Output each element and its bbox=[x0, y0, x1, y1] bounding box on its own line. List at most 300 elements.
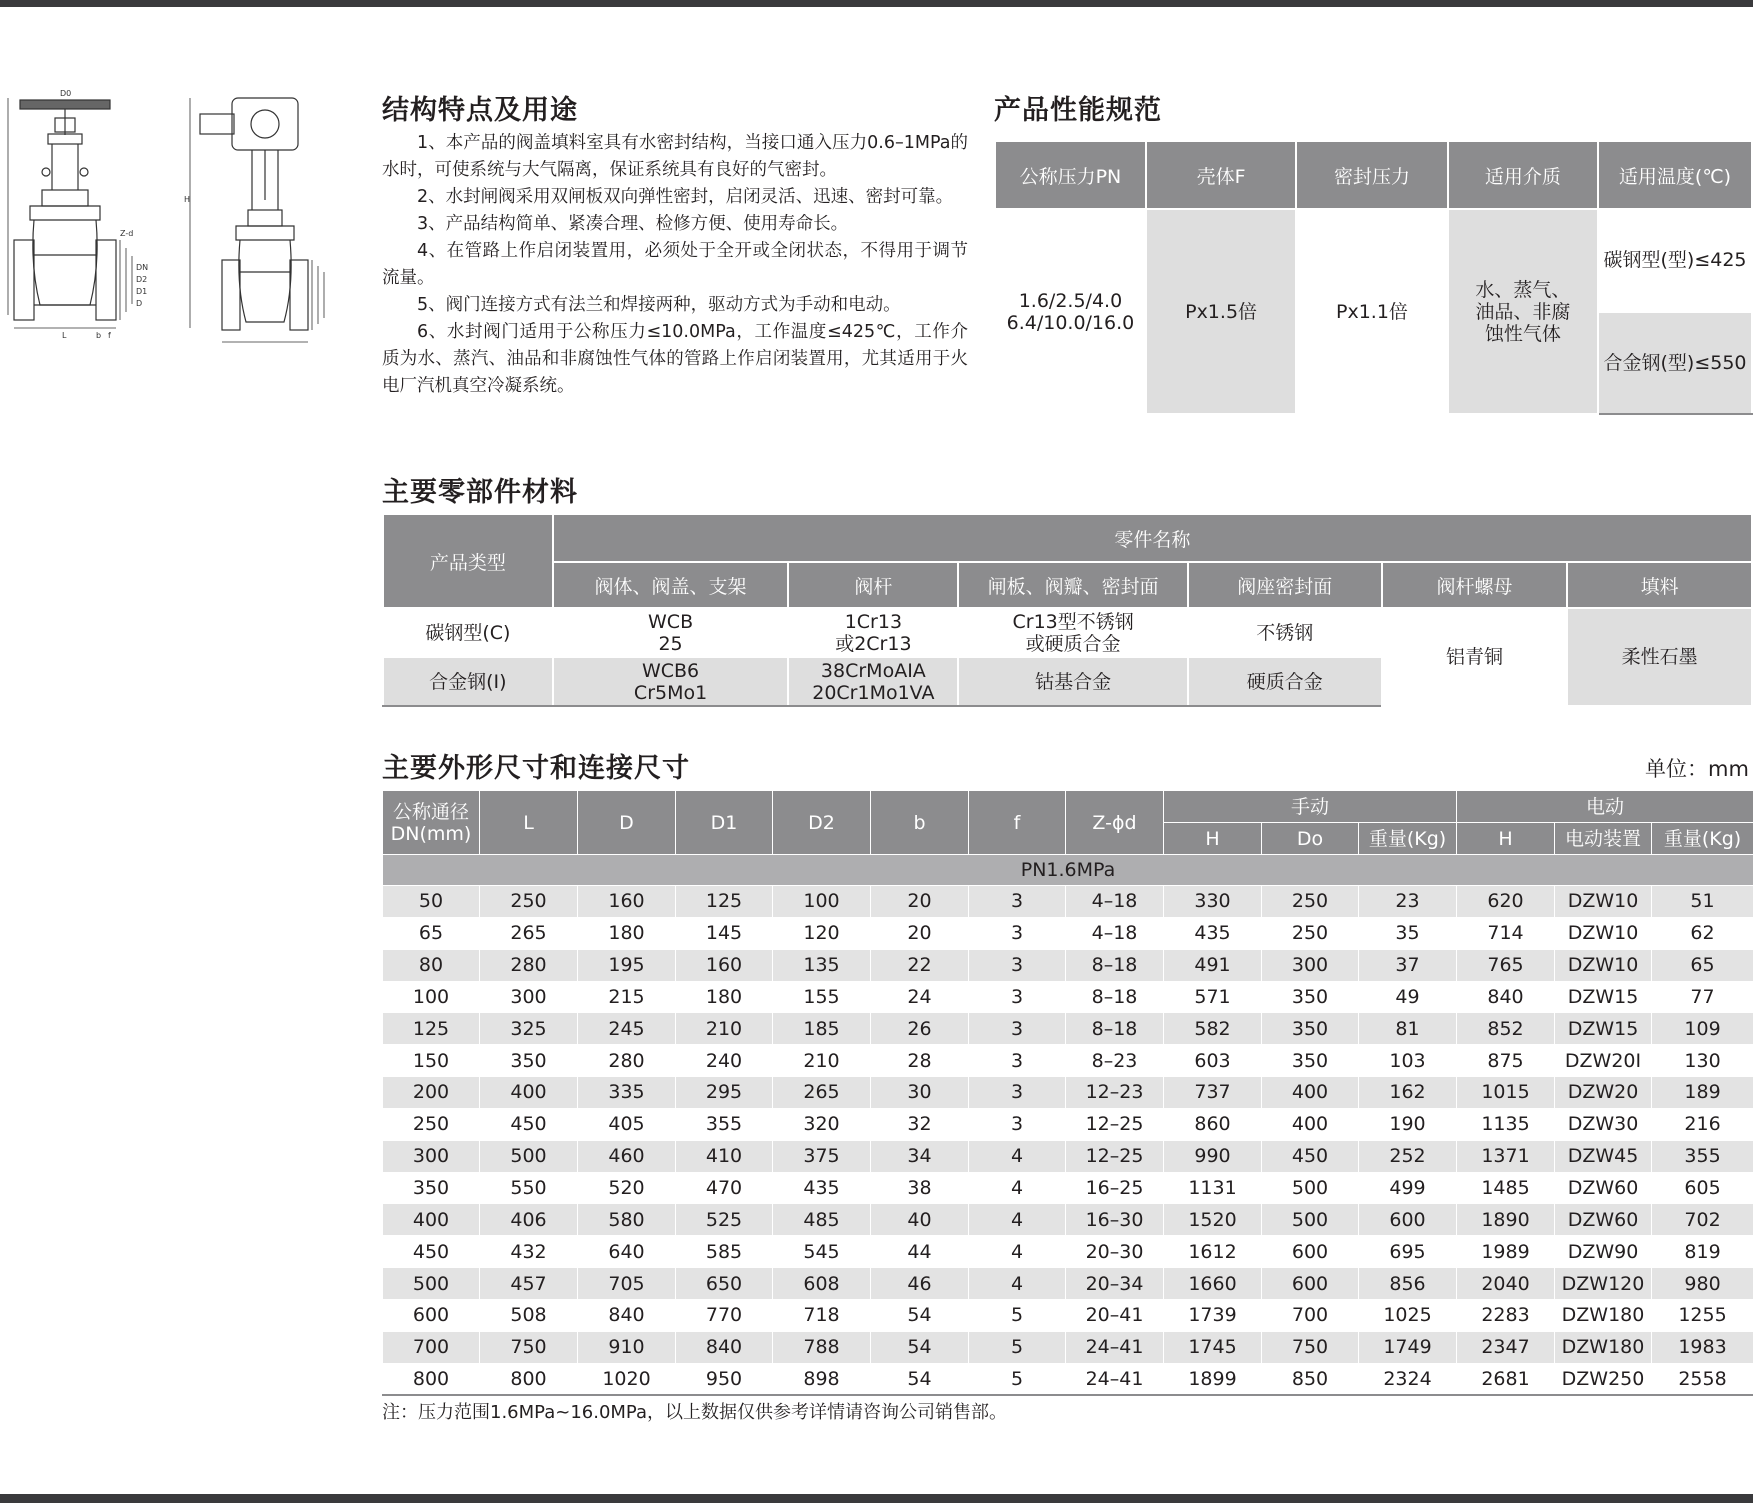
table-cell: 450 bbox=[1262, 1140, 1359, 1172]
materials-disc-carbon bbox=[958, 608, 1188, 657]
table-cell: 750 bbox=[1262, 1331, 1359, 1363]
table-row bbox=[383, 1299, 1753, 1331]
drawing-label-l: L bbox=[62, 331, 67, 340]
table-cell: 300 bbox=[480, 981, 578, 1013]
table-cell: 600 bbox=[1262, 1268, 1359, 1300]
table-cell: 400 bbox=[480, 1077, 578, 1109]
drawing-label-d0: D0 bbox=[60, 90, 72, 98]
features-title: 结构特点及用途 bbox=[382, 95, 578, 126]
table-cell: 1749 bbox=[1359, 1331, 1457, 1363]
table-cell: 65 bbox=[1652, 949, 1753, 981]
table-cell: 600 bbox=[1359, 1204, 1457, 1236]
table-cell: 714 bbox=[1457, 917, 1555, 949]
drawing-label-h: H bbox=[184, 195, 191, 204]
table-cell: 2347 bbox=[1457, 1331, 1555, 1363]
table-cell: 500 bbox=[383, 1268, 480, 1300]
materials-header-row bbox=[383, 514, 1752, 562]
table-cell: 30 bbox=[871, 1077, 969, 1109]
table-cell: 450 bbox=[383, 1236, 480, 1268]
table-cell: 375 bbox=[773, 1140, 871, 1172]
table-cell: 4 bbox=[969, 1172, 1066, 1204]
materials-text-line: WCB6 bbox=[641, 659, 700, 682]
table-cell: 3 bbox=[969, 981, 1066, 1013]
table-row bbox=[383, 1108, 1753, 1140]
table-cell: 81 bbox=[1359, 1013, 1457, 1045]
table-cell: 410 bbox=[676, 1140, 773, 1172]
table-cell: 5 bbox=[969, 1331, 1066, 1363]
table-cell: DZW10 bbox=[1555, 917, 1652, 949]
materials-text-line: WCB bbox=[648, 610, 694, 633]
materials-subheader-row bbox=[383, 562, 1752, 608]
table-cell: 195 bbox=[578, 949, 676, 981]
table-cell: 1899 bbox=[1164, 1363, 1262, 1395]
electric-valve-drawing bbox=[190, 98, 324, 342]
table-cell: 860 bbox=[1164, 1108, 1262, 1140]
table-cell: DZW180 bbox=[1555, 1331, 1652, 1363]
table-row bbox=[383, 1140, 1753, 1172]
table-cell: 980 bbox=[1652, 1268, 1753, 1300]
table-cell: 435 bbox=[773, 1172, 871, 1204]
materials-title: 主要零部件材料 bbox=[382, 477, 578, 508]
table-cell: DZW20I bbox=[1555, 1045, 1652, 1077]
table-cell: 800 bbox=[383, 1363, 480, 1395]
table-cell: 34 bbox=[871, 1140, 969, 1172]
table-cell: 54 bbox=[871, 1331, 969, 1363]
table-cell: 12–23 bbox=[1066, 1077, 1164, 1109]
table-row bbox=[383, 1268, 1753, 1300]
table-cell: 12–25 bbox=[1066, 1140, 1164, 1172]
table-cell: 650 bbox=[676, 1268, 773, 1300]
feature-item: 3、产品结构简单、紧凑合理、检修方便、使用寿命长。 bbox=[417, 214, 849, 234]
table-cell: 24–41 bbox=[1066, 1331, 1164, 1363]
feature-item: 1、本产品的阀盖填料室具有水密封结构，当接口通入压力0.6–1MPa的水时，可使系统与大气隔离，保证系统具有良好的气密封。 bbox=[382, 133, 968, 180]
table-cell: 280 bbox=[578, 1045, 676, 1077]
table-cell: 295 bbox=[676, 1077, 773, 1109]
dimensions-band-row bbox=[383, 855, 1753, 886]
table-cell: 145 bbox=[676, 917, 773, 949]
table-cell: 40 bbox=[871, 1204, 969, 1236]
table-cell: 155 bbox=[773, 981, 871, 1013]
table-cell: 189 bbox=[1652, 1077, 1753, 1109]
dimensions-header-zd: Z-ϕd bbox=[1066, 791, 1164, 855]
drawing-label-d: D bbox=[136, 299, 143, 308]
table-cell: 350 bbox=[1262, 981, 1359, 1013]
table-cell: 819 bbox=[1652, 1236, 1753, 1268]
table-cell: 190 bbox=[1359, 1108, 1457, 1140]
materials-header-packing: 填料 bbox=[1567, 562, 1752, 608]
spec-medium-line: 油品、非腐 bbox=[1475, 300, 1571, 323]
spec-header-row bbox=[995, 141, 1752, 209]
dimensions-header-l: L bbox=[480, 791, 578, 855]
dimensions-header-d1: D1 bbox=[676, 791, 773, 855]
materials-header-nut: 阀杆螺母 bbox=[1382, 562, 1568, 608]
materials-nut-cell: 铝青铜 bbox=[1382, 608, 1568, 706]
table-cell: 2324 bbox=[1359, 1363, 1457, 1395]
table-cell: 702 bbox=[1652, 1204, 1753, 1236]
table-cell: 5 bbox=[969, 1299, 1066, 1331]
table-cell: 185 bbox=[773, 1013, 871, 1045]
table-cell: 1520 bbox=[1164, 1204, 1262, 1236]
table-cell: 180 bbox=[578, 917, 676, 949]
table-cell: 135 bbox=[773, 949, 871, 981]
table-cell: 300 bbox=[383, 1140, 480, 1172]
table-cell: 24 bbox=[871, 981, 969, 1013]
table-cell: 200 bbox=[383, 1077, 480, 1109]
table-cell: 4–18 bbox=[1066, 886, 1164, 918]
drawing-label-zd: Z-d bbox=[120, 229, 134, 238]
table-cell: 24–41 bbox=[1066, 1363, 1164, 1395]
table-cell: 1025 bbox=[1359, 1299, 1457, 1331]
materials-text-line: 或2Cr13 bbox=[835, 632, 912, 655]
table-cell: 54 bbox=[871, 1363, 969, 1395]
table-cell: 20 bbox=[871, 886, 969, 918]
dimensions-dn-line: 公称通径 bbox=[392, 800, 469, 823]
table-cell: 640 bbox=[578, 1236, 676, 1268]
table-cell: 35 bbox=[1359, 917, 1457, 949]
table-cell: 550 bbox=[480, 1172, 578, 1204]
materials-text-line: 20Cr1Mo1VA bbox=[812, 681, 935, 704]
table-cell: 765 bbox=[1457, 949, 1555, 981]
spec-pn-line: 1.6/2.5/4.0 bbox=[1018, 289, 1123, 312]
table-cell: 1015 bbox=[1457, 1077, 1555, 1109]
table-cell: 500 bbox=[1262, 1172, 1359, 1204]
table-cell: 1131 bbox=[1164, 1172, 1262, 1204]
table-cell: DZW15 bbox=[1555, 981, 1652, 1013]
table-cell: 240 bbox=[676, 1045, 773, 1077]
table-row bbox=[383, 1045, 1753, 1077]
feature-item: 2、水封闸阀采用双闸板双向弹性密封，启闭灵活、迅速、密封可靠。 bbox=[417, 187, 954, 207]
drawing-label-d1: D1 bbox=[136, 287, 148, 296]
materials-text-line: 或硬质合金 bbox=[1025, 632, 1121, 655]
table-cell: 8–18 bbox=[1066, 981, 1164, 1013]
table-cell: 603 bbox=[1164, 1045, 1262, 1077]
dimensions-header-f: f bbox=[969, 791, 1066, 855]
table-cell: 605 bbox=[1652, 1172, 1753, 1204]
table-cell: 37 bbox=[1359, 949, 1457, 981]
table-cell: 109 bbox=[1652, 1013, 1753, 1045]
table-cell: 120 bbox=[773, 917, 871, 949]
table-cell: 103 bbox=[1359, 1045, 1457, 1077]
table-cell: 62 bbox=[1652, 917, 1753, 949]
table-cell: 571 bbox=[1164, 981, 1262, 1013]
table-cell: 695 bbox=[1359, 1236, 1457, 1268]
dimensions-header-electric: 电动 bbox=[1457, 791, 1753, 823]
table-cell: 210 bbox=[773, 1045, 871, 1077]
feature-item: 5、阀门连接方式有法兰和焊接两种，驱动方式为手动和电动。 bbox=[417, 295, 901, 315]
table-cell: 840 bbox=[1457, 981, 1555, 1013]
table-cell: 840 bbox=[676, 1331, 773, 1363]
table-cell: 20–41 bbox=[1066, 1299, 1164, 1331]
materials-stem-alloy bbox=[788, 657, 958, 706]
table-cell: 12–25 bbox=[1066, 1108, 1164, 1140]
table-cell: 457 bbox=[480, 1268, 578, 1300]
table-cell: DZW90 bbox=[1555, 1236, 1652, 1268]
table-cell: 485 bbox=[773, 1204, 871, 1236]
table-cell: 65 bbox=[383, 917, 480, 949]
dimensions-header-manual-do: Do bbox=[1262, 823, 1359, 855]
table-row bbox=[383, 1363, 1753, 1395]
table-cell: 20–30 bbox=[1066, 1236, 1164, 1268]
materials-header-type: 产品类型 bbox=[383, 514, 553, 608]
table-row bbox=[383, 886, 1753, 918]
table-cell: 130 bbox=[1652, 1045, 1753, 1077]
drawing-label-f: f bbox=[108, 331, 111, 340]
table-cell: 2681 bbox=[1457, 1363, 1555, 1395]
table-cell: 400 bbox=[1262, 1077, 1359, 1109]
table-cell: 26 bbox=[871, 1013, 969, 1045]
materials-text-line: Cr13型不锈钢 bbox=[1012, 610, 1134, 633]
materials-type-carbon: 碳钢型(C) bbox=[383, 608, 553, 657]
table-cell: 405 bbox=[578, 1108, 676, 1140]
table-cell: 280 bbox=[480, 949, 578, 981]
bottom-bar bbox=[0, 1494, 1753, 1503]
table-cell: DZW250 bbox=[1555, 1363, 1652, 1395]
dimensions-header-manual: 手动 bbox=[1164, 791, 1457, 823]
table-cell: 210 bbox=[676, 1013, 773, 1045]
spec-medium-line: 蚀性气体 bbox=[1484, 322, 1561, 345]
table-cell: 44 bbox=[871, 1236, 969, 1268]
materials-body-alloy bbox=[553, 657, 789, 706]
valve-drawings bbox=[0, 90, 340, 360]
materials-text-line: 1Cr13 bbox=[844, 610, 903, 633]
drawing-label-dn: DN bbox=[136, 263, 149, 272]
table-cell: 950 bbox=[676, 1363, 773, 1395]
table-cell: 325 bbox=[480, 1013, 578, 1045]
feature-item: 6、水封阀门适用于公称压力≤10.0MPa，工作温度≤425℃，工作介质为水、蒸汽、油品和非腐蚀性气体的管路上作启闭装置用，尤其适用于火电厂汽机真空冷凝系统。 bbox=[382, 322, 968, 396]
materials-header-disc: 闸板、阀瓣、密封面 bbox=[958, 562, 1188, 608]
table-cell: 1890 bbox=[1457, 1204, 1555, 1236]
table-cell: 1989 bbox=[1457, 1236, 1555, 1268]
dimensions-table bbox=[382, 790, 1753, 1396]
dimensions-header-dn bbox=[383, 791, 480, 855]
table-cell: 100 bbox=[773, 886, 871, 918]
table-cell: 350 bbox=[1262, 1045, 1359, 1077]
spec-header-shell: 壳体F bbox=[1146, 141, 1296, 209]
table-cell: 1612 bbox=[1164, 1236, 1262, 1268]
table-cell: 450 bbox=[480, 1108, 578, 1140]
table-cell: 990 bbox=[1164, 1140, 1262, 1172]
table-cell: 520 bbox=[578, 1172, 676, 1204]
table-row bbox=[383, 1236, 1753, 1268]
table-cell: 600 bbox=[383, 1299, 480, 1331]
table-cell: 250 bbox=[383, 1108, 480, 1140]
table-cell: DZW30 bbox=[1555, 1108, 1652, 1140]
table-cell: 1255 bbox=[1652, 1299, 1753, 1331]
table-cell: 432 bbox=[480, 1236, 578, 1268]
materials-text-line: 38CrMoAIA bbox=[820, 659, 926, 682]
table-cell: 718 bbox=[773, 1299, 871, 1331]
dimensions-dn-line: DN(mm) bbox=[390, 822, 472, 845]
table-cell: 4 bbox=[969, 1204, 1066, 1236]
dimensions-header-row bbox=[383, 791, 1753, 823]
table-cell: 580 bbox=[578, 1204, 676, 1236]
table-cell: 160 bbox=[578, 886, 676, 918]
table-cell: 265 bbox=[480, 917, 578, 949]
table-cell: 216 bbox=[1652, 1108, 1753, 1140]
feature-item: 4、在管路上作启闭装置用，必须处于全开或全闭状态，不得用于调节流量。 bbox=[382, 241, 968, 288]
table-cell: 160 bbox=[676, 949, 773, 981]
table-cell: 500 bbox=[1262, 1204, 1359, 1236]
table-cell: 250 bbox=[1262, 886, 1359, 918]
spec-header-pn: 公称压力PN bbox=[995, 141, 1146, 209]
table-cell: 3 bbox=[969, 1045, 1066, 1077]
table-cell: 100 bbox=[383, 981, 480, 1013]
table-cell: 1983 bbox=[1652, 1331, 1753, 1363]
spec-row bbox=[995, 209, 1752, 312]
table-cell: DZW10 bbox=[1555, 886, 1652, 918]
table-cell: 250 bbox=[480, 886, 578, 918]
drawing-label-d2: D2 bbox=[136, 275, 148, 284]
spec-shell-cell: Px1.5倍 bbox=[1146, 209, 1296, 414]
dimensions-band-label: PN1.6MPa bbox=[383, 855, 1753, 886]
table-cell: 4 bbox=[969, 1140, 1066, 1172]
drawing-label-b: b bbox=[96, 331, 102, 340]
spec-temp-carbon: 碳钢型(型)≤425 bbox=[1598, 209, 1752, 312]
spec-seal-cell: Px1.1倍 bbox=[1296, 209, 1447, 414]
dimensions-header-electric-h: H bbox=[1457, 823, 1555, 855]
table-cell: 585 bbox=[676, 1236, 773, 1268]
table-cell: DZW10 bbox=[1555, 949, 1652, 981]
table-cell: 406 bbox=[480, 1204, 578, 1236]
table-cell: 1485 bbox=[1457, 1172, 1555, 1204]
table-cell: 1020 bbox=[578, 1363, 676, 1395]
table-cell: 1371 bbox=[1457, 1140, 1555, 1172]
table-cell: DZW60 bbox=[1555, 1204, 1652, 1236]
table-cell: 750 bbox=[480, 1331, 578, 1363]
materials-text-line: 25 bbox=[658, 632, 683, 655]
table-cell: 400 bbox=[1262, 1108, 1359, 1140]
table-cell: 250 bbox=[1262, 917, 1359, 949]
table-cell: DZW15 bbox=[1555, 1013, 1652, 1045]
table-cell: 16–30 bbox=[1066, 1204, 1164, 1236]
materials-type-alloy: 合金钢(I) bbox=[383, 657, 553, 706]
table-cell: 545 bbox=[773, 1236, 871, 1268]
table-cell: 852 bbox=[1457, 1013, 1555, 1045]
materials-stem-carbon bbox=[788, 608, 958, 657]
table-cell: 125 bbox=[383, 1013, 480, 1045]
table-cell: 4 bbox=[969, 1268, 1066, 1300]
table-cell: 1745 bbox=[1164, 1331, 1262, 1363]
materials-text-line: Cr5Mo1 bbox=[633, 681, 708, 704]
dimensions-header-electric-device: 电动装置 bbox=[1555, 823, 1652, 855]
table-cell: 770 bbox=[676, 1299, 773, 1331]
materials-header-part-name: 零件名称 bbox=[553, 514, 1752, 562]
spec-pn-cell bbox=[995, 209, 1146, 414]
table-cell: 51 bbox=[1652, 886, 1753, 918]
table-cell: 460 bbox=[578, 1140, 676, 1172]
table-row bbox=[383, 949, 1753, 981]
table-cell: 245 bbox=[578, 1013, 676, 1045]
manual-valve-drawing bbox=[8, 98, 132, 328]
table-cell: 28 bbox=[871, 1045, 969, 1077]
table-cell: 788 bbox=[773, 1331, 871, 1363]
table-cell: 700 bbox=[1262, 1299, 1359, 1331]
table-row bbox=[383, 1204, 1753, 1236]
table-cell: 800 bbox=[480, 1363, 578, 1395]
table-cell: 80 bbox=[383, 949, 480, 981]
table-cell: 4–18 bbox=[1066, 917, 1164, 949]
table-cell: 898 bbox=[773, 1363, 871, 1395]
table-cell: 850 bbox=[1262, 1363, 1359, 1395]
dimensions-header-electric-weight: 重量(Kg) bbox=[1652, 823, 1753, 855]
table-cell: 8–18 bbox=[1066, 1013, 1164, 1045]
table-cell: 400 bbox=[383, 1204, 480, 1236]
table-cell: 350 bbox=[1262, 1013, 1359, 1045]
table-cell: 162 bbox=[1359, 1077, 1457, 1109]
dimensions-header-d2: D2 bbox=[773, 791, 871, 855]
table-cell: 20–34 bbox=[1066, 1268, 1164, 1300]
table-cell: 3 bbox=[969, 1108, 1066, 1140]
table-cell: DZW45 bbox=[1555, 1140, 1652, 1172]
table-cell: 500 bbox=[480, 1140, 578, 1172]
top-bar bbox=[0, 0, 1753, 7]
spec-table bbox=[994, 140, 1753, 415]
dimensions-header-manual-h: H bbox=[1164, 823, 1262, 855]
table-cell: 350 bbox=[480, 1045, 578, 1077]
dimensions-title: 主要外形尺寸和连接尺寸 bbox=[382, 753, 690, 784]
materials-seat-alloy: 硬质合金 bbox=[1188, 657, 1382, 706]
table-cell: 3 bbox=[969, 917, 1066, 949]
table-cell: 856 bbox=[1359, 1268, 1457, 1300]
materials-header-stem: 阀杆 bbox=[788, 562, 958, 608]
table-cell: 1660 bbox=[1164, 1268, 1262, 1300]
table-row bbox=[383, 981, 1753, 1013]
materials-disc-alloy: 钴基合金 bbox=[958, 657, 1188, 706]
table-cell: 608 bbox=[773, 1268, 871, 1300]
features-text bbox=[382, 130, 968, 400]
spec-temp-alloy: 合金钢(型)≤550 bbox=[1598, 312, 1752, 415]
table-cell: 265 bbox=[773, 1077, 871, 1109]
table-cell: 320 bbox=[773, 1108, 871, 1140]
spec-title: 产品性能规范 bbox=[994, 95, 1162, 126]
table-cell: 300 bbox=[1262, 949, 1359, 981]
table-cell: 355 bbox=[1652, 1140, 1753, 1172]
table-cell: 335 bbox=[578, 1077, 676, 1109]
dimensions-unit: 单位：mm bbox=[1645, 757, 1749, 781]
table-row bbox=[383, 1077, 1753, 1109]
table-cell: 49 bbox=[1359, 981, 1457, 1013]
materials-packing-cell: 柔性石墨 bbox=[1567, 608, 1752, 706]
materials-header-seat: 阀座密封面 bbox=[1188, 562, 1382, 608]
table-row bbox=[383, 1331, 1753, 1363]
spec-medium-line: 水、蒸气、 bbox=[1475, 278, 1571, 301]
table-cell: 252 bbox=[1359, 1140, 1457, 1172]
table-cell: 600 bbox=[1262, 1236, 1359, 1268]
table-cell: 3 bbox=[969, 1013, 1066, 1045]
table-cell: 875 bbox=[1457, 1045, 1555, 1077]
table-cell: 5 bbox=[969, 1363, 1066, 1395]
table-cell: 330 bbox=[1164, 886, 1262, 918]
dimensions-header-manual-weight: 重量(Kg) bbox=[1359, 823, 1457, 855]
table-cell: 700 bbox=[383, 1331, 480, 1363]
table-cell: 4 bbox=[969, 1236, 1066, 1268]
table-cell: 125 bbox=[676, 886, 773, 918]
table-row bbox=[383, 917, 1753, 949]
dimensions-header-b: b bbox=[871, 791, 969, 855]
table-cell: 355 bbox=[676, 1108, 773, 1140]
spec-medium-cell bbox=[1448, 209, 1598, 414]
table-cell: 3 bbox=[969, 949, 1066, 981]
spec-pn-line: 6.4/10.0/16.0 bbox=[1006, 311, 1135, 334]
table-cell: 2558 bbox=[1652, 1363, 1753, 1395]
table-cell: 77 bbox=[1652, 981, 1753, 1013]
table-row bbox=[383, 1013, 1753, 1045]
table-cell: 3 bbox=[969, 886, 1066, 918]
table-cell: 2283 bbox=[1457, 1299, 1555, 1331]
table-cell: DZW20 bbox=[1555, 1077, 1652, 1109]
table-cell: 840 bbox=[578, 1299, 676, 1331]
table-cell: 23 bbox=[1359, 886, 1457, 918]
